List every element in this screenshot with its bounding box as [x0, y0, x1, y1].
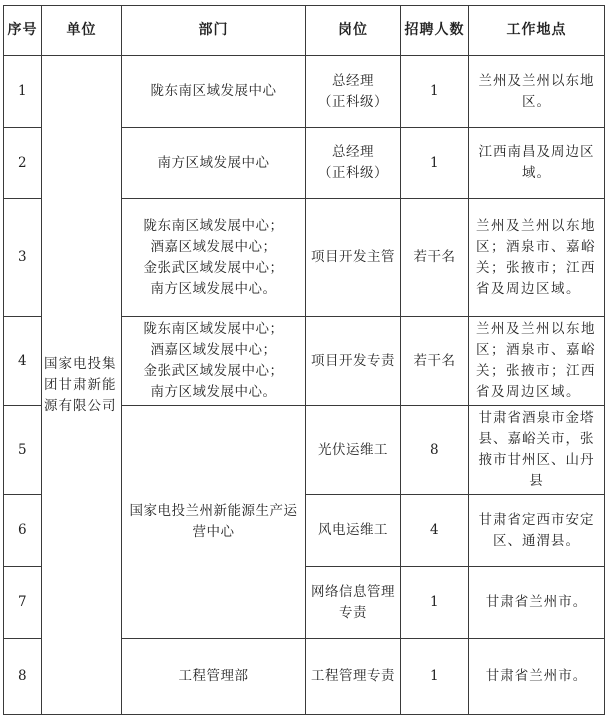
row-position: [306, 317, 401, 406]
header-department: 部门: [122, 6, 306, 56]
row-department: [122, 317, 306, 406]
row-location: 江西南昌及周边区域。: [469, 128, 605, 199]
department-line: 金张武区域发展中心；: [143, 363, 284, 379]
row-count: 若干名: [401, 317, 469, 406]
position-line: 专责: [339, 604, 367, 621]
row-location: 兰州及兰州以东地区。: [469, 56, 605, 128]
row-position: [306, 567, 401, 639]
header-index: 序号: [4, 6, 42, 56]
row-department: [122, 639, 306, 715]
position-line: （正科级）: [318, 165, 388, 181]
row-count: 1: [401, 128, 469, 199]
department-line: 金张武区域发展中心；: [143, 259, 284, 276]
department-line: 南方区域发展中心。: [150, 384, 277, 400]
department-line: 工程管理部: [178, 668, 249, 684]
row-location: 甘肃省兰州市。: [469, 567, 605, 639]
row-location: 甘肃省定西市安定区、通渭县。: [469, 495, 605, 567]
department-line: 陇东南区域发展中心；: [143, 321, 284, 337]
position-line: 总经理: [332, 72, 374, 89]
row-index: 8: [4, 639, 42, 715]
row-count: 1: [401, 567, 469, 639]
department-line: 酒嘉区域发展中心；: [150, 238, 277, 255]
row-position: [306, 56, 401, 128]
row-position: [306, 199, 401, 317]
row-position: [306, 406, 401, 495]
row-index: 1: [4, 56, 42, 128]
row-location: 甘肃省酒泉市金塔县、嘉峪关市，张掖市甘州区、山丹县: [469, 406, 605, 495]
row-location: 兰州及兰州以东地区；酒泉市、嘉峪关；张掖市；江西省及周边区域。: [469, 199, 605, 317]
row-position: [306, 495, 401, 567]
header-position: 岗位: [306, 6, 401, 56]
row-count: 8: [401, 406, 469, 495]
department-line: 酒嘉区域发展中心；: [150, 342, 277, 358]
row-department: [122, 128, 306, 199]
row-department: [122, 199, 306, 317]
row-department: [122, 56, 306, 128]
department-line: 南方区域发展中心: [157, 154, 270, 171]
row-count: 1: [401, 639, 469, 715]
department-line: 南方区域发展中心。: [150, 280, 277, 297]
row-location: 兰州及兰州以东地区；酒泉市、嘉峪关；张掖市；江西省及周边区域。: [469, 317, 605, 406]
position-line: （正科级）: [318, 93, 388, 110]
row-index: 2: [4, 128, 42, 199]
position-line: 网络信息管理: [311, 583, 395, 600]
row-index: 5: [4, 406, 42, 495]
row-index: 4: [4, 317, 42, 406]
table-row: [4, 56, 605, 128]
row-count: 若干名: [401, 199, 469, 317]
row-location: 甘肃省兰州市。: [469, 639, 605, 715]
department-line: 陇东南区域发展中心；: [143, 217, 284, 234]
header-row: [4, 6, 605, 56]
position-line: 光伏运维工: [318, 441, 388, 458]
row-index: 6: [4, 495, 42, 567]
row-index: 3: [4, 199, 42, 317]
row-count: 1: [401, 56, 469, 128]
header-count: 招聘人数: [401, 6, 469, 56]
row-count: 4: [401, 495, 469, 567]
row-index: 7: [4, 567, 42, 639]
department-line: 陇东南区域发展中心: [150, 83, 277, 99]
row-position: [306, 639, 401, 715]
row-position: [306, 128, 401, 199]
recruitment-table: [3, 5, 605, 715]
position-line: 工程管理专责: [311, 668, 395, 684]
unit-name: 国家电投集团甘肃新能源有限公司: [42, 56, 122, 715]
header-location: 工作地点: [469, 6, 605, 56]
shared-department: 国家电投兰州新能源生产运营中心: [122, 406, 306, 639]
position-line: 风电运维工: [318, 522, 388, 538]
position-line: 项目开发专责: [311, 352, 395, 369]
header-unit: 单位: [42, 6, 122, 56]
position-line: 总经理: [332, 144, 374, 160]
position-line: 项目开发主管: [311, 249, 395, 265]
